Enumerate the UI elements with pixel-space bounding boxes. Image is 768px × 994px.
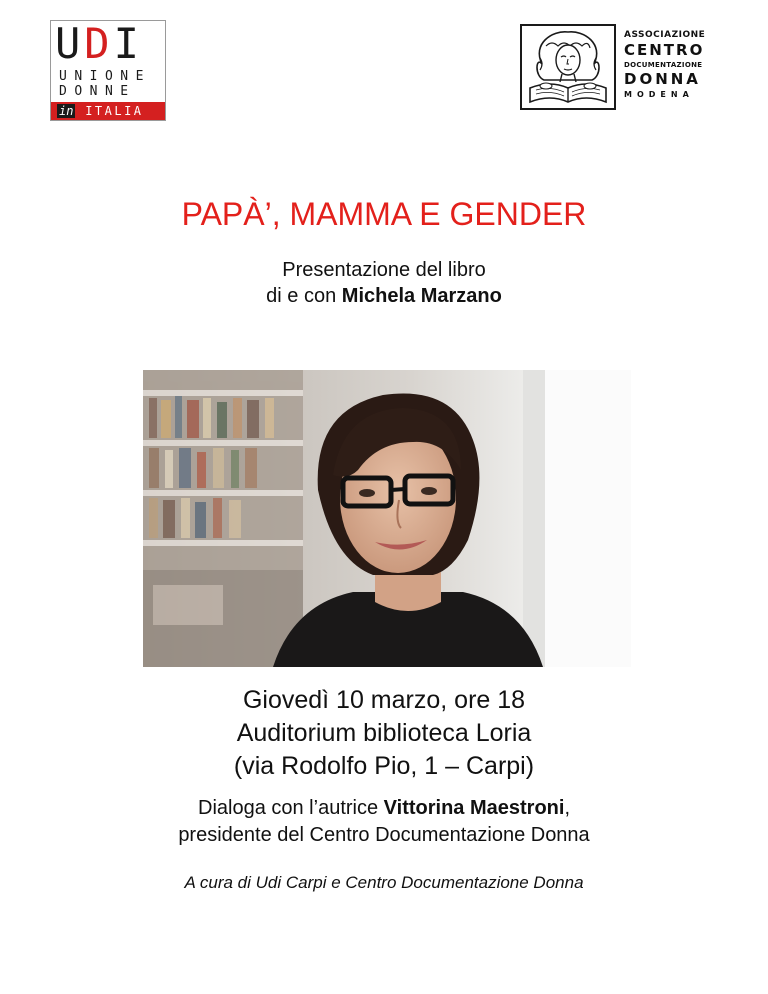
udi-logo-letters — [55, 19, 143, 69]
udi-line-donne: DONNE — [59, 84, 136, 99]
udi-band-italia: ITALIA — [85, 104, 144, 118]
cdd-logo-text — [624, 30, 724, 99]
udi-letter-u: U — [55, 19, 85, 68]
author-portrait-photo — [143, 370, 631, 667]
udi-line-unione: UNIONE — [59, 69, 151, 84]
cdd-line-donna: DONNA — [624, 70, 701, 88]
dialogue-line — [0, 797, 768, 820]
udi-band-in: in — [59, 104, 74, 118]
event-address: (via Rodolfo Pio, 1 – Carpi) — [233, 752, 535, 780]
cdd-line-documentazione: DOCUMENTAZIONE — [624, 61, 703, 69]
udi-band — [51, 102, 165, 120]
udi-letter-d: D — [84, 19, 114, 68]
subtitle-author-line — [0, 285, 768, 308]
udi-letter-i: I — [113, 19, 143, 68]
cdd-logo — [520, 24, 720, 110]
woman-reading-book-seal-icon — [520, 24, 616, 110]
cdd-line-modena: MODENA — [624, 90, 694, 99]
dialogue-role: presidente del Centro Documentazione Donna — [178, 824, 590, 846]
dialogue-prefix: Dialoga con l’autrice — [198, 797, 384, 819]
subtitle-prefix: di e con — [266, 285, 342, 307]
author-name: Michela Marzano — [341, 285, 502, 307]
cdd-line-centro: CENTRO — [624, 41, 705, 59]
event-venue: Auditorium biblioteca Loria — [236, 719, 532, 747]
event-credit: A cura di Udi Carpi e Centro Documentazione Donna — [184, 873, 584, 892]
udi-logo — [50, 20, 166, 121]
event-title: PAPÀ’, MAMMA E GENDER — [181, 196, 587, 232]
dialogue-suffix: , — [564, 797, 570, 819]
event-date-time: Giovedì 10 marzo, ore 18 — [242, 686, 526, 714]
cdd-line-associazione: ASSOCIAZIONE — [624, 30, 706, 40]
subtitle-presentation: Presentazione del libro — [282, 259, 486, 281]
dialogue-name: Vittorina Maestroni — [383, 797, 565, 819]
